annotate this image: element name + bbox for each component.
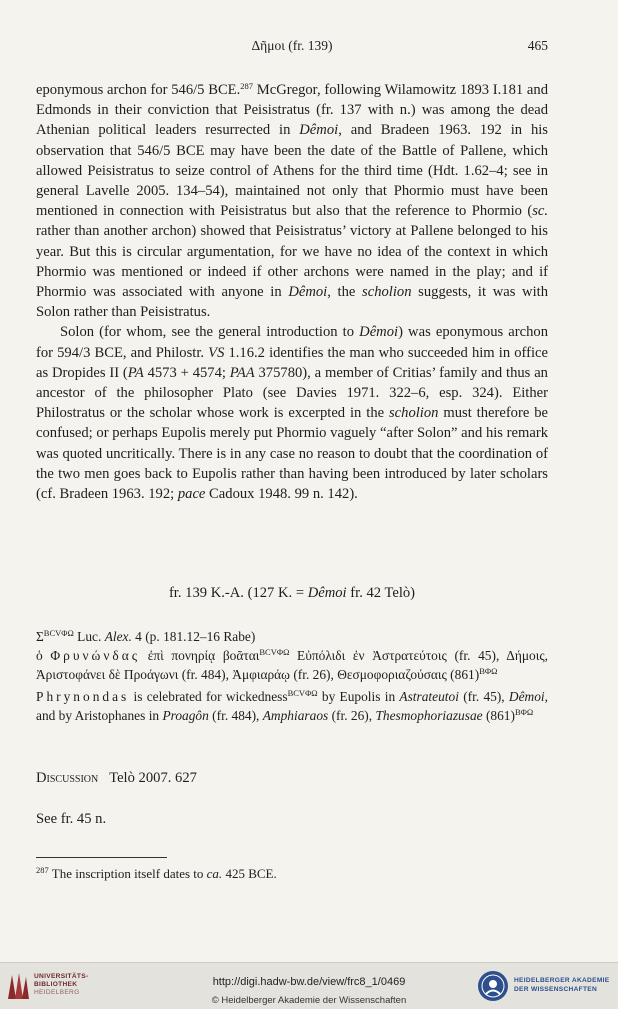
spaced-name: Phrynondas	[36, 689, 130, 704]
copyright-text: © Heidelberger Akademie der Wissenschaften	[211, 995, 407, 1006]
running-header	[36, 38, 548, 58]
footnote-rule	[36, 857, 167, 858]
running-title: Δῆμοι (fr. 139)	[251, 38, 333, 53]
paragraph-2: Solon (for whom, see the general introduction to Dêmoi) was eponymous archon for 594/3 BCE, and Philostr. VS 1.16.2 identifies the man who succeeded him in office as Dropides II (PA 4573 + 4574; PAA 375780), a member of Critias’ family and thus an ancestor of the philosopher Plato (see Davies 1971. 322–6, esp. 324). Either Philostratus or the scholar whose work is excerpted in the scholion must therefore be confused; or perhaps Eupolis merely put Phormio vaguely “after Solon” and his remark was quoted uncritically. There is in any case no reason to doubt that the coordination of the two men goes back to Eupolis rather than having been introduced by later scholars (cf. Bradeen 1963. 192; pace Cadoux 1948. 99 n. 142).	[36, 324, 548, 503]
testimonium-source: $\Sigma^{BCV\Phi\Omega}$ Luc. Alex. 4 (p. 181.12–16 Rabe)	[36, 628, 256, 644]
footer-bar	[0, 962, 618, 1009]
university-library-name: UNIVERSITÄTS- BIBLIOTHEK HEIDELBERG	[34, 973, 89, 996]
academy-name: HEIDELBERGER AKADEMIE DER WISSENSCHAFTEN	[514, 977, 610, 993]
spaced-name: Φρυνώνδας	[50, 648, 141, 663]
translation-text: Phrynondas is celebrated for wickedness$^{BCV\Phi\Omega}$ by Eupolis in Astrateutoi (fr. 45), Dêmoi, and by Aristophanes in Proagôn (fr. 484), Amphiaraos (fr. 26), Thesmophoriazusae $(861)^{B\Phi\Omega}$	[36, 688, 548, 723]
fragment-heading: fr. 139 K.-A. (127 K. = Dêmoi fr. 42 Telò)	[168, 585, 416, 601]
footnote: $^{287}$ The inscription itself dates to ca. 425 BCE.	[36, 865, 277, 881]
greek-text: ὁ Φρυνώνδας ἐπὶ πονηρίᾳ βοᾶται$^{BCV\Phi\Omega}$ Εὐπόλιδι ἐν Ἀστρατεύτοις (fr. 45), Δήμοις, Ἀριστοφάνει δὲ Προάγωνι (fr. 484), Ἀμφιαράῳ (fr. 26), Θεσμοφοριαζούσαις $(861)^{B\Phi\Omega}$	[36, 647, 548, 682]
discussion-label: Discussion	[36, 770, 99, 786]
paragraph-1: eponymous archon for 546/5 BCE.$^{287}$ McGregor, following Wilamowitz 1893 I.181 and Edmonds in their conviction that Peisistratus (fr. 137 with n.) was among the dead Athenian political leaders resurrected in Dêmoi, and Bradeen 1963. 192 in his observation that 546/5 BCE may have been the date of the Battle of Pallene, which allowed Peisistratus to seize control of Athens for the third time (Hdt. 1.62–4; see in general Lavelle 2005. 134–54), maintained not only that Phormio must have been mentioned in connection with Peisistratus but also that the reference to Phormio (sc. rather than another archon) showed that Peisistratus’ victory at Pallene belonged to his year. But this is circular argumentation, for we have no idea of the context in which Phormio was mentioned or indeed if other archons were named in the play; and if Phormio was associated with anyone in Dêmoi, the scholion suggests, it was with Solon rather than Peisistratus.	[36, 81, 548, 321]
footnote-ref[interactable]: 287	[240, 81, 253, 91]
page-url-link[interactable]: http://digi.hadw-bw.de/view/frc8_1/0469	[212, 976, 406, 988]
academy-seal-icon[interactable]	[477, 970, 509, 1002]
discussion-ref: Telò 2007. 627	[109, 770, 197, 786]
main-text	[36, 80, 548, 504]
page-number: 465	[527, 38, 548, 53]
discussion-line	[36, 770, 197, 787]
see-fragment-note: See fr. 45 n.	[36, 811, 107, 827]
